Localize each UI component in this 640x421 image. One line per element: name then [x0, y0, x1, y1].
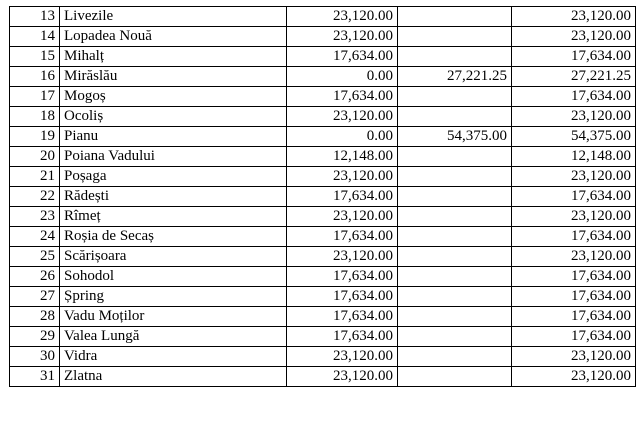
amount-column-a-cell: 17,634.00 — [287, 227, 398, 247]
amount-column-a-cell: 17,634.00 — [287, 307, 398, 327]
row-number-cell: 16 — [10, 67, 60, 87]
locality-name-cell: Mihalț — [60, 47, 287, 67]
row-number-cell: 23 — [10, 207, 60, 227]
amount-column-a-cell: 17,634.00 — [287, 327, 398, 347]
locality-name-cell: Roșia de Secaș — [60, 227, 287, 247]
table-row — [10, 187, 636, 207]
allocation-table — [9, 6, 636, 387]
row-number-cell: 14 — [10, 27, 60, 47]
amount-column-b-cell — [398, 187, 512, 207]
total-amount-cell: 17,634.00 — [512, 47, 636, 67]
total-amount-cell: 17,634.00 — [512, 87, 636, 107]
row-number-cell: 30 — [10, 347, 60, 367]
locality-name-cell: Mogoș — [60, 87, 287, 107]
locality-name-cell: Ocoliș — [60, 107, 287, 127]
amount-column-a-cell: 17,634.00 — [287, 187, 398, 207]
amount-column-b-cell — [398, 87, 512, 107]
amount-column-b-cell — [398, 247, 512, 267]
table-row — [10, 267, 636, 287]
amount-column-b-cell — [398, 307, 512, 327]
total-amount-cell: 17,634.00 — [512, 227, 636, 247]
total-amount-cell: 12,148.00 — [512, 147, 636, 167]
locality-name-cell: Poiana Vadului — [60, 147, 287, 167]
amount-column-b-cell — [398, 7, 512, 27]
locality-name-cell: Sohodol — [60, 267, 287, 287]
amount-column-b-cell — [398, 207, 512, 227]
amount-column-b-cell — [398, 347, 512, 367]
total-amount-cell: 23,120.00 — [512, 7, 636, 27]
locality-name-cell: Lopadea Nouă — [60, 27, 287, 47]
table-row — [10, 367, 636, 387]
table-row — [10, 27, 636, 47]
amount-column-a-cell: 12,148.00 — [287, 147, 398, 167]
amount-column-b-cell — [398, 267, 512, 287]
row-number-cell: 15 — [10, 47, 60, 67]
locality-name-cell: Mirăslău — [60, 67, 287, 87]
total-amount-cell: 27,221.25 — [512, 67, 636, 87]
amount-column-b-cell: 54,375.00 — [398, 127, 512, 147]
amount-column-a-cell: 23,120.00 — [287, 207, 398, 227]
table-row — [10, 127, 636, 147]
table-row — [10, 147, 636, 167]
table-row — [10, 107, 636, 127]
amount-column-a-cell: 23,120.00 — [287, 247, 398, 267]
amount-column-b-cell — [398, 147, 512, 167]
row-number-cell: 27 — [10, 287, 60, 307]
row-number-cell: 28 — [10, 307, 60, 327]
amount-column-b-cell — [398, 107, 512, 127]
table-row — [10, 47, 636, 67]
amount-column-a-cell: 17,634.00 — [287, 47, 398, 67]
amount-column-a-cell: 23,120.00 — [287, 107, 398, 127]
amount-column-a-cell: 17,634.00 — [287, 87, 398, 107]
row-number-cell: 19 — [10, 127, 60, 147]
locality-name-cell: Scărișoara — [60, 247, 287, 267]
amount-column-b-cell — [398, 47, 512, 67]
row-number-cell: 18 — [10, 107, 60, 127]
amount-column-b-cell — [398, 287, 512, 307]
table-row — [10, 167, 636, 187]
total-amount-cell: 23,120.00 — [512, 367, 636, 387]
amount-column-a-cell: 0.00 — [287, 67, 398, 87]
table-row — [10, 247, 636, 267]
total-amount-cell: 23,120.00 — [512, 167, 636, 187]
row-number-cell: 24 — [10, 227, 60, 247]
row-number-cell: 29 — [10, 327, 60, 347]
amount-column-a-cell: 23,120.00 — [287, 7, 398, 27]
locality-name-cell: Rîmeț — [60, 207, 287, 227]
locality-name-cell: Valea Lungă — [60, 327, 287, 347]
total-amount-cell: 23,120.00 — [512, 247, 636, 267]
locality-name-cell: Șpring — [60, 287, 287, 307]
row-number-cell: 22 — [10, 187, 60, 207]
locality-name-cell: Rădești — [60, 187, 287, 207]
total-amount-cell: 17,634.00 — [512, 187, 636, 207]
row-number-cell: 26 — [10, 267, 60, 287]
row-number-cell: 20 — [10, 147, 60, 167]
total-amount-cell: 17,634.00 — [512, 287, 636, 307]
total-amount-cell: 23,120.00 — [512, 347, 636, 367]
amount-column-a-cell: 23,120.00 — [287, 167, 398, 187]
locality-name-cell: Vadu Moților — [60, 307, 287, 327]
total-amount-cell: 23,120.00 — [512, 107, 636, 127]
locality-name-cell: Livezile — [60, 7, 287, 27]
row-number-cell: 31 — [10, 367, 60, 387]
table-row — [10, 7, 636, 27]
locality-name-cell: Vidra — [60, 347, 287, 367]
amount-column-b-cell — [398, 227, 512, 247]
total-amount-cell: 54,375.00 — [512, 127, 636, 147]
locality-name-cell: Poșaga — [60, 167, 287, 187]
amount-column-a-cell: 23,120.00 — [287, 347, 398, 367]
table-row — [10, 227, 636, 247]
total-amount-cell: 23,120.00 — [512, 207, 636, 227]
amount-column-b-cell — [398, 367, 512, 387]
row-number-cell: 21 — [10, 167, 60, 187]
table-row — [10, 287, 636, 307]
amount-column-a-cell: 23,120.00 — [287, 367, 398, 387]
table-row — [10, 207, 636, 227]
row-number-cell: 17 — [10, 87, 60, 107]
amount-column-b-cell — [398, 167, 512, 187]
table-row — [10, 327, 636, 347]
amount-column-b-cell — [398, 327, 512, 347]
table-row — [10, 347, 636, 367]
total-amount-cell: 17,634.00 — [512, 307, 636, 327]
table-row — [10, 67, 636, 87]
table-body — [10, 7, 636, 387]
locality-name-cell: Pianu — [60, 127, 287, 147]
row-number-cell: 13 — [10, 7, 60, 27]
locality-name-cell: Zlatna — [60, 367, 287, 387]
total-amount-cell: 17,634.00 — [512, 327, 636, 347]
table-row — [10, 87, 636, 107]
row-number-cell: 25 — [10, 247, 60, 267]
amount-column-b-cell: 27,221.25 — [398, 67, 512, 87]
amount-column-a-cell: 17,634.00 — [287, 267, 398, 287]
total-amount-cell: 17,634.00 — [512, 267, 636, 287]
amount-column-a-cell: 17,634.00 — [287, 287, 398, 307]
total-amount-cell: 23,120.00 — [512, 27, 636, 47]
amount-column-b-cell — [398, 27, 512, 47]
table-row — [10, 307, 636, 327]
amount-column-a-cell: 0.00 — [287, 127, 398, 147]
amount-column-a-cell: 23,120.00 — [287, 27, 398, 47]
